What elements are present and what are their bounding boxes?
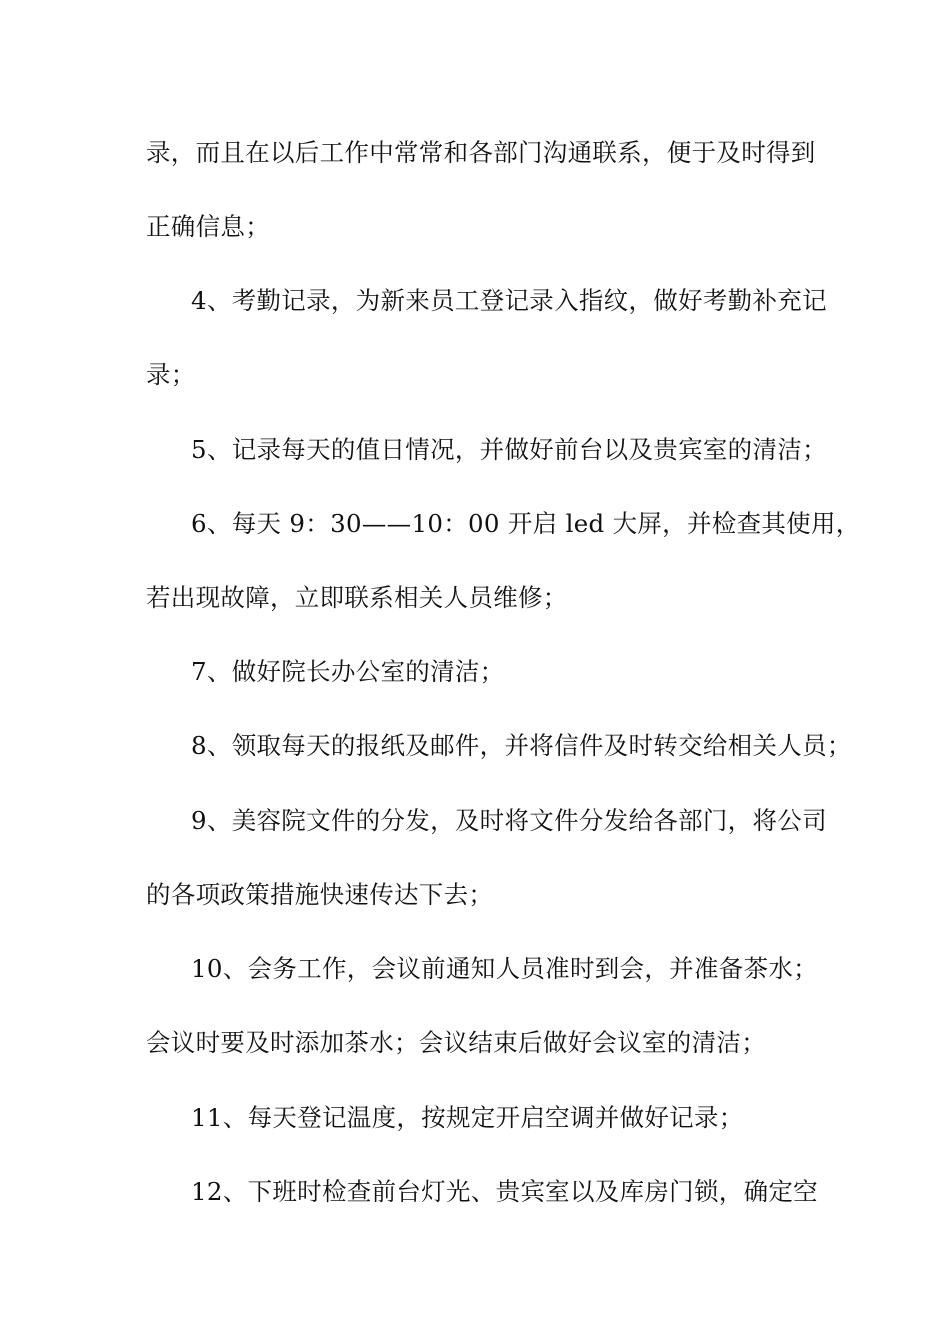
paragraph-start-line: 11、每天登记温度，按规定开启空调并做好记录； <box>191 1103 744 1132</box>
paragraph-start-line: 10、会务工作，会议前通知人员准时到会，并准备茶水； <box>191 954 818 983</box>
paragraph-start-line: 5、记录每天的值日情况，并做好前台以及贵宾室的清洁； <box>191 435 827 464</box>
text-line: 录，而且在以后工作中常常和各部门沟通联系，便于及时得到 <box>146 138 816 167</box>
paragraph-start-line: 8、领取每天的报纸及邮件，并将信件及时转交给相关人员； <box>191 731 852 760</box>
paragraph-start-line: 7、做好院长办公室的清洁； <box>191 657 505 686</box>
paragraph-start-line: 4、考勤记录，为新来员工登记录入指纹，做好考勤补充记 <box>191 286 827 315</box>
paragraph-start-line: 6、每天 9：30——10：00 开启 led 大屏，并检查其使用， <box>191 509 861 538</box>
paragraph-start-line: 12、下班时检查前台灯光、贵宾室以及库房门锁，确定空 <box>191 1177 818 1206</box>
text-line: 的各项政策措施快速传达下去； <box>146 880 494 909</box>
text-line: 录； <box>146 360 196 389</box>
text-line: 若出现故障，立即联系相关人员维修； <box>146 583 568 612</box>
text-line: 正确信息； <box>146 212 270 241</box>
paragraph-start-line: 9、美容院文件的分发，及时将文件分发给各部门，将公司 <box>191 806 827 835</box>
text-line: 会议时要及时添加茶水；会议结束后做好会议室的清洁； <box>146 1028 766 1057</box>
